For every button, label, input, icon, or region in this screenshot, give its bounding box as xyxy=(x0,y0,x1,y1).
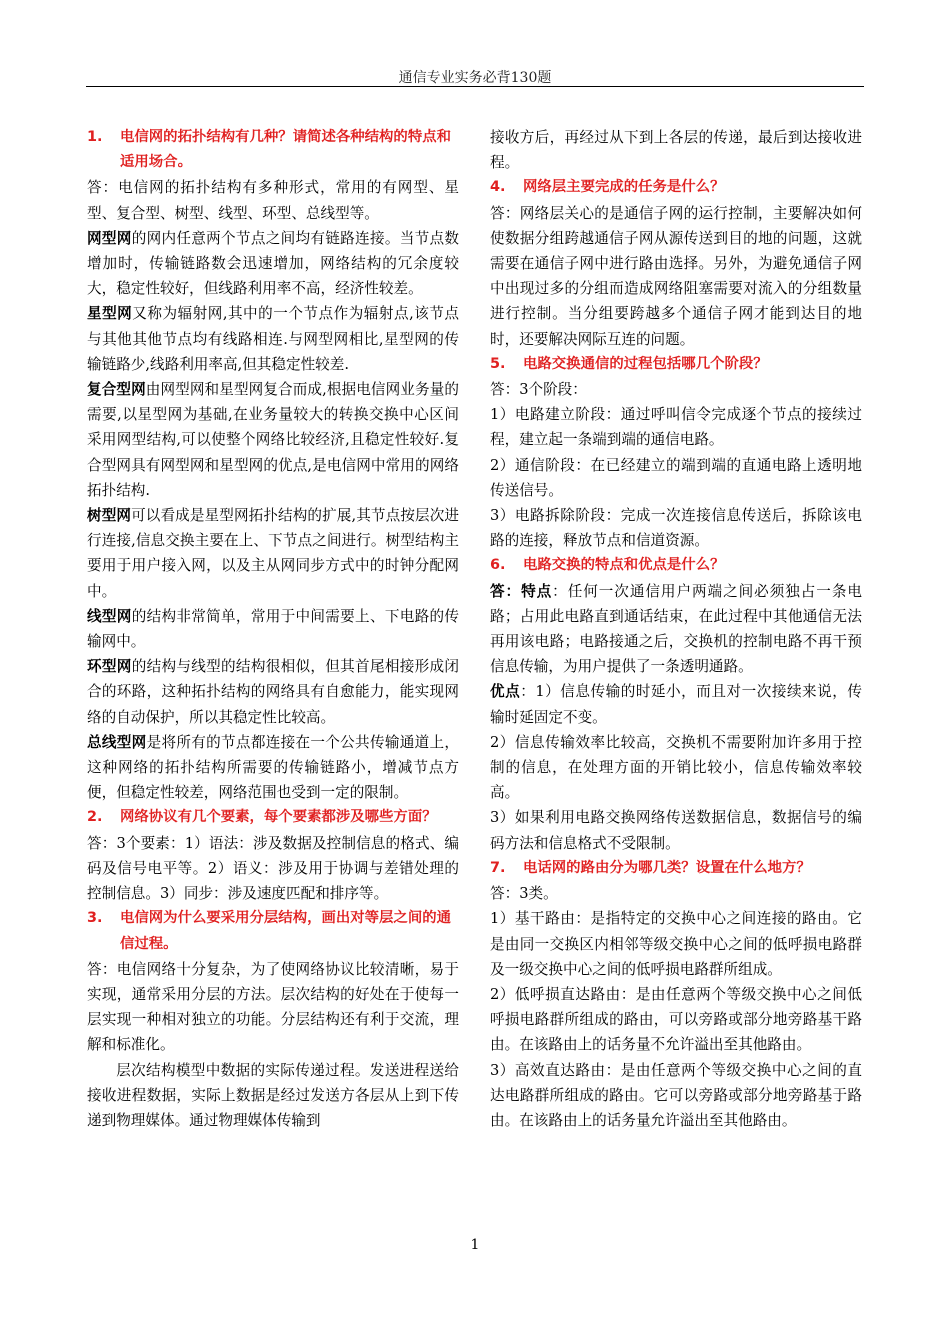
bus-text: 是将所有的节点都连接在一个公共传输通道上，这种网络的拓扑结构所需要的传输链路小，增减节点方便，但稳定性较差，网络范围也受到一定的限制。 xyxy=(87,733,459,802)
term-feature: 答：特点 xyxy=(490,582,553,600)
left-column xyxy=(87,125,459,1133)
term-line: 线型网 xyxy=(87,607,132,625)
feature-text: ：任何一次通信用户两端之间必须独占一条电路；占用此电路直到通话结束，在此过程中其他通信无法再用该电路；电路接通之后，交换机的控制电路不再干预信息传输，为用户提供了一条透明通路。 xyxy=(490,582,862,676)
answer-bus xyxy=(87,730,459,806)
line-text: 的结构非常简单，常用于中间需要上、下电路的传输网中。 xyxy=(87,607,459,651)
question-number: 5. xyxy=(490,355,506,372)
question-text: 电话网的路由分为哪几类？设置在什么地方？ xyxy=(523,859,811,876)
answer-3: 答：电信网络十分复杂，为了使网络协议比较清晰，易于实现，通常采用分层的方法。层次结构的好处在于使每一层实现一种相对独立的功能。分层结构还有利于交流，理解和标准化。 xyxy=(87,960,459,1054)
answer-hybrid xyxy=(87,377,459,503)
answer-7-route-3: 3）高效直达路由：是由任意两个等级交换中心之间的直达电路群所组成的路由。它可以旁路或部分地旁路基于路由。在该路由上的话务量允许溢出至其他路由。 xyxy=(490,1061,862,1129)
answer-4: 答：网络层关心的是通信子网的运行控制，主要解决如何使数据分组跨越通信子网从源传送到目的地的问题，这就需要在通信子网中进行路由选择。另外，为避免通信子网中出现过多的分组而造成网络阻塞需要对流入的分组数量进行控制。当分组要跨越多个通信子网才能到达目的地时，还要解决网际互连的问题。 xyxy=(490,204,862,348)
answer-5-stage-3: 3）电路拆除阶段：完成一次连接信息传送后，拆除该电路的连接，释放节点和信道资源。 xyxy=(490,507,862,550)
question-text: 网络协议有几个要素，每个要素都涉及哪些方面？ xyxy=(120,809,437,826)
question-7 xyxy=(490,856,862,881)
question-text: 电路交换通信的过程包括哪几个阶段？ xyxy=(523,355,768,372)
mesh-text: 的网内任意两个节点之间均有链路连接。当节点数增加时，传输链路数会迅速增加，网络结构的冗余度较大，稳定性较好，但线路利用率不高，经济性较差。 xyxy=(87,229,459,298)
question-6 xyxy=(490,553,862,578)
answer-5-stage-1: 1）电路建立阶段：通过呼叫信令完成逐个节点的接续过程，建立起一条端到端的通信电路。 xyxy=(490,406,862,449)
answer-6-feature xyxy=(490,579,862,680)
term-ring: 环型网 xyxy=(87,658,132,676)
question-text: 网络层主要完成的任务是什么？ xyxy=(523,179,725,196)
right-column xyxy=(490,125,862,1133)
answer-7-route-1: 1）基干路由：是指特定的交换中心之间连接的路由。它是由同一交换区内相邻等级交换中心之间的低呼损电路群及一级交换中心之间的低呼损电路群所组成。 xyxy=(490,910,862,978)
answer-5-stage-2: 2）通信阶段：在已经建立的端到端的直通电路上透明地传送信号。 xyxy=(490,456,862,499)
question-number: 3. xyxy=(87,910,103,927)
answer-mesh xyxy=(87,226,459,302)
question-number: 2. xyxy=(87,809,103,826)
term-star: 星型网 xyxy=(87,305,133,323)
term-mesh: 网型网 xyxy=(87,229,132,247)
answer-6-point-2: 2）信息传输效率比较高，交换机不需要附加许多用于控制的信息，在处理方面的开销比较小，信息传输效率较高。 xyxy=(490,733,862,802)
hybrid-text: 由网型网和星型网复合而成,根据电信网业务量的需要,以星型网为基础,在业务量较大的转换交换中心区间采用网型结构,可以使整个网络比较经济,且稳定性较好.复合型网具有网型网和星型网的优点,是电信网中常用的网络拓扑结构. xyxy=(87,381,459,499)
answer-2: 答：3个要素：1）语法：涉及数据及控制信息的格式、编码及信号电平等。2）语义：涉及用于协调与差错处理的控制信息。3）同步：涉及速度匹配和排序等。 xyxy=(87,834,459,903)
answer-6-advantage xyxy=(490,679,862,729)
question-text: 电信网的拓扑结构有几种？请简述各种结构的特点和适用场合。 xyxy=(120,129,451,171)
answer-7-route-2: 2）低呼损直达路由：是由任意两个等级交换中心之间低呼损电路群所组成的路由，可以旁路或部分地旁路基干路由。在该路由上的话务量不允许溢出至其他路由。 xyxy=(490,985,862,1054)
question-5 xyxy=(490,352,862,377)
question-text: 电路交换的特点和优点是什么？ xyxy=(523,557,725,574)
question-number: 1. xyxy=(87,129,103,145)
answer-5-intro: 答：3个阶段： xyxy=(490,381,587,399)
question-number: 7. xyxy=(490,859,506,876)
question-4 xyxy=(490,175,862,200)
answer-star xyxy=(87,301,459,377)
term-advantage: 优点 xyxy=(490,683,521,701)
ring-text: 的结构与线型的结构很相似，但其首尾相接形成闭合的环路，这种拓扑结构的网络具有自愈能力，能实现网络的自动保护，所以其稳定性比较高。 xyxy=(87,658,459,726)
advantage-text: ：1）信息传输的时延小，而且对一次接续来说，传输时延固定不变。 xyxy=(490,683,862,726)
answer-6-point-3: 3）如果利用电路交换网络传送数据信息，数据信号的编码方法和信息格式不受限制。 xyxy=(490,809,862,852)
question-1 xyxy=(87,125,459,175)
answer-tree xyxy=(87,503,459,604)
answer-3-continued: 层次结构模型中数据的实际传递过程。发送进程送给接收进程数据，实际上数据是经过发送方各层从上到下传递到物理媒体。通过物理媒体传输到 xyxy=(87,1061,459,1129)
question-number: 4. xyxy=(490,179,506,196)
header-rule xyxy=(86,86,864,87)
question-number: 6. xyxy=(490,557,506,574)
star-text: 又称为辐射网,其中的一个节点作为辐射点,该节点与其他其他节点均有线路相连.与网型网相比,星型网的传输链路少,线路利用率高,但其稳定性较差. xyxy=(87,305,459,373)
term-hybrid: 复合型网 xyxy=(87,381,146,399)
answer-ring xyxy=(87,654,459,730)
question-3 xyxy=(87,906,459,956)
answer-line xyxy=(87,604,459,654)
answer-3-end: 接收方后，再经过从下到上各层的传递，最后到达接收进程。 xyxy=(490,129,862,172)
term-bus: 总线型网 xyxy=(87,733,147,751)
answer-1-intro: 答：电信网的拓扑结构有多种形式，常用的有网型、星型、复合型、树型、线型、环型、总线型等。 xyxy=(87,179,459,222)
page-header: 通信专业实务必背130题 xyxy=(398,70,552,86)
page-number: 1 xyxy=(470,1237,480,1253)
question-text: 电信网为什么要采用分层结构，画出对等层之间的通信过程。 xyxy=(120,910,451,952)
answer-7-intro: 答：3类。 xyxy=(490,885,558,903)
question-2 xyxy=(87,805,459,830)
term-tree: 树型网 xyxy=(87,507,132,525)
tree-text: 可以看成是星型网拓扑结构的扩展,其节点按层次进行连接,信息交换主要在上、下节点之间进行。树型结构主要用于用户接入网，以及主从网同步方式中的时钟分配网中。 xyxy=(87,507,459,600)
